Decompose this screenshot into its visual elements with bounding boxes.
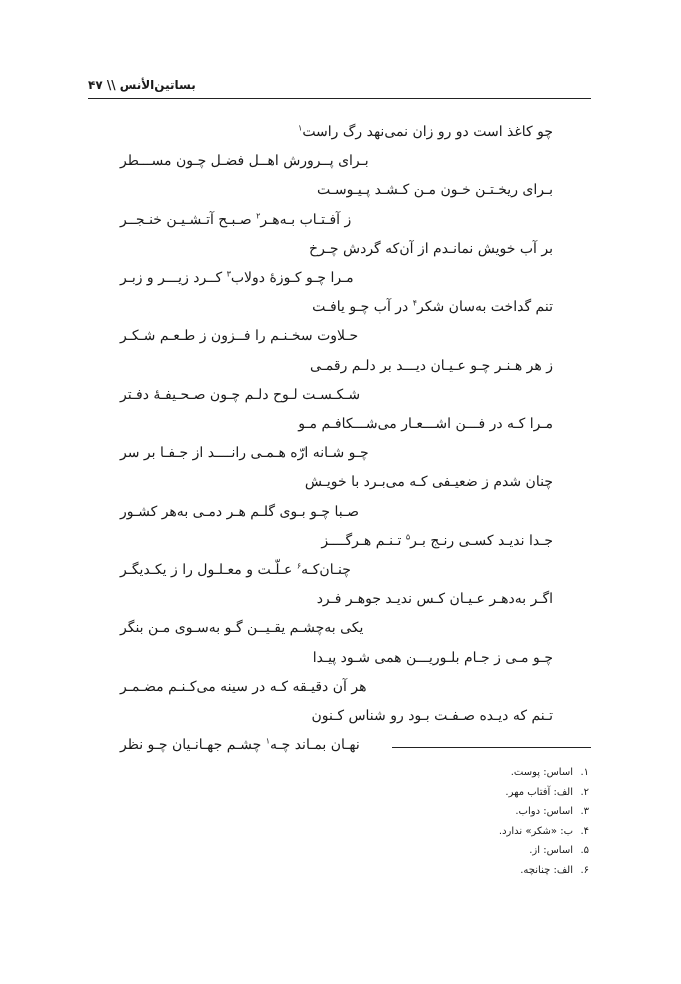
verse-text: جـدا ندیـد کسـی رنـج بـر (410, 532, 553, 549)
footnote-text: اساس: از. (529, 845, 573, 856)
verse-text-cont: چشـم جهـانـیان چـو نظر (120, 737, 266, 754)
footnote-number: ۱. (580, 767, 589, 778)
footnote-number: ۳. (580, 806, 589, 817)
verse-line (120, 618, 363, 638)
footnote-number: ۴. (580, 825, 589, 837)
verse-text-cont: در آب چـو یافـت (312, 299, 413, 316)
verse-text-cont: عـلّـت و معـلـول را ز یکـدیگـر (120, 562, 297, 578)
verse-text: چـو مـی ز جـام بلـوریـــن همی شـود پیـدا (312, 649, 553, 666)
verse-line (120, 385, 360, 405)
verse-text: مـرا چـو کـوزهٔ دولاب (230, 270, 354, 286)
verse-text: چو کاغذ است دو رو زان نمی‌نهد رگ راست (302, 124, 553, 140)
verse-text-cont: کــرد زیـــر و زبـر (120, 270, 227, 286)
verse-text: اگـر به‌دهـر عـیـان کـس ندیـد جوهـر فـرد (316, 591, 553, 608)
footnote-marker: ۲ (256, 210, 261, 220)
verse-text: بـرای پــرورش اهــل فضـل چـون مســـطر (120, 153, 369, 170)
verse-text: چنان شدم ز ضعیـفی کـه می‌بـرد با خویـش (304, 474, 553, 491)
footnote-item (369, 802, 589, 822)
footnote-text: الف: چنانچه. (520, 864, 573, 876)
verse-line (309, 239, 553, 259)
footnote-text: اساس: پوست. (510, 767, 573, 778)
footnote-item (369, 822, 589, 842)
verse-text: نهـان بمـاند چـه (270, 737, 360, 754)
footnote-item (369, 841, 589, 861)
footnote-text: الف: آفتاب مهر. (505, 786, 573, 798)
verse-text-cont: صـبـح آتـشـیـن خنـجــر (120, 211, 257, 228)
verse-text: حـلاوت سخـنـم را فــزون ز طـعـم شـکـر (120, 328, 359, 345)
verse-line (317, 180, 553, 200)
verse-line (120, 268, 354, 288)
footnote-number: ۲. (580, 786, 589, 798)
footnote-text: ب: «شکر» ندارد. (498, 825, 573, 837)
verse-text: تنم گداخت به‌سان شکر (417, 299, 553, 316)
footnote-rule (392, 747, 591, 748)
footnote-item (369, 783, 589, 803)
footnote-item (369, 861, 589, 881)
verse-text: بـرای ریخـتـن خـون مـن کـشـد پـیـوسـت (317, 182, 553, 199)
verse-line (120, 210, 351, 230)
verse-text: ز هر هـنـر چـو عـیـان دیـــد بر دلـم رقمـی (310, 357, 553, 374)
verse-line (120, 560, 351, 580)
footnote-marker: ۱ (298, 123, 303, 133)
verse-line (313, 648, 553, 668)
footnote-number: ۶. (580, 864, 589, 876)
verse-line (120, 677, 366, 697)
footnote-marker: ۱ (265, 736, 270, 746)
footnote-marker: ۶ (296, 561, 302, 571)
footnote-number: ۵. (580, 845, 589, 856)
header-title: بساتین‌الأنس \\ ۴۷ (88, 78, 196, 92)
footnote-marker: ۳ (226, 269, 231, 279)
verse-line (305, 472, 553, 492)
verse-text: شـکـسـت لـوح دلـم چـون صـحـیفـهٔ دفـتر (120, 386, 361, 403)
verse-line (298, 122, 553, 142)
verse-text: هر آن دقیـقه کـه در سینه می‌کـنـم مضـمـر (120, 678, 367, 695)
verse-line (120, 502, 359, 522)
verse-text: صـبا چـو بـوی گلـم هـر دمـی به‌هر کشـور (120, 503, 359, 520)
verse-text: چنـان‌کـه (301, 562, 351, 578)
verse-text: چـو شـانه ارّه هـمـی رانــــد از جـفـا بر سر (120, 445, 369, 462)
verse-text: ز آفـتـاب بـه‌هـر (260, 211, 352, 228)
verse-line (120, 735, 360, 755)
footnotes (369, 763, 589, 880)
verse-line (310, 356, 553, 376)
verse-line (298, 414, 553, 434)
footnote-item (369, 763, 589, 783)
verse-line (312, 706, 554, 726)
verse-line (120, 151, 369, 171)
verse-line (120, 326, 358, 346)
verse-line (317, 589, 553, 609)
verse-text: مـرا کـه در فـــن اشـــعـار می‌شـــکافـم مـو (298, 416, 553, 432)
footnote-marker: ۵ (405, 532, 411, 542)
footnote-text: اساس: دواب. (515, 806, 573, 817)
verse-text: تـنم که دیـده صـفـت بـود رو شناس کـنون (311, 708, 553, 724)
footnote-marker: ۴ (412, 298, 418, 308)
verse-text-cont: تـنـم هـرگــــز (321, 532, 406, 549)
verse-text: یکی به‌چشـم یقـیــن گـو به‌سـوی مـن بنگر (120, 620, 364, 637)
verse-line (120, 443, 369, 463)
verse-line (321, 531, 553, 551)
verse-line (312, 297, 553, 317)
verse-text: بر آب خویش نمانـدم از آن‌که گردش چـرخ (309, 240, 553, 257)
